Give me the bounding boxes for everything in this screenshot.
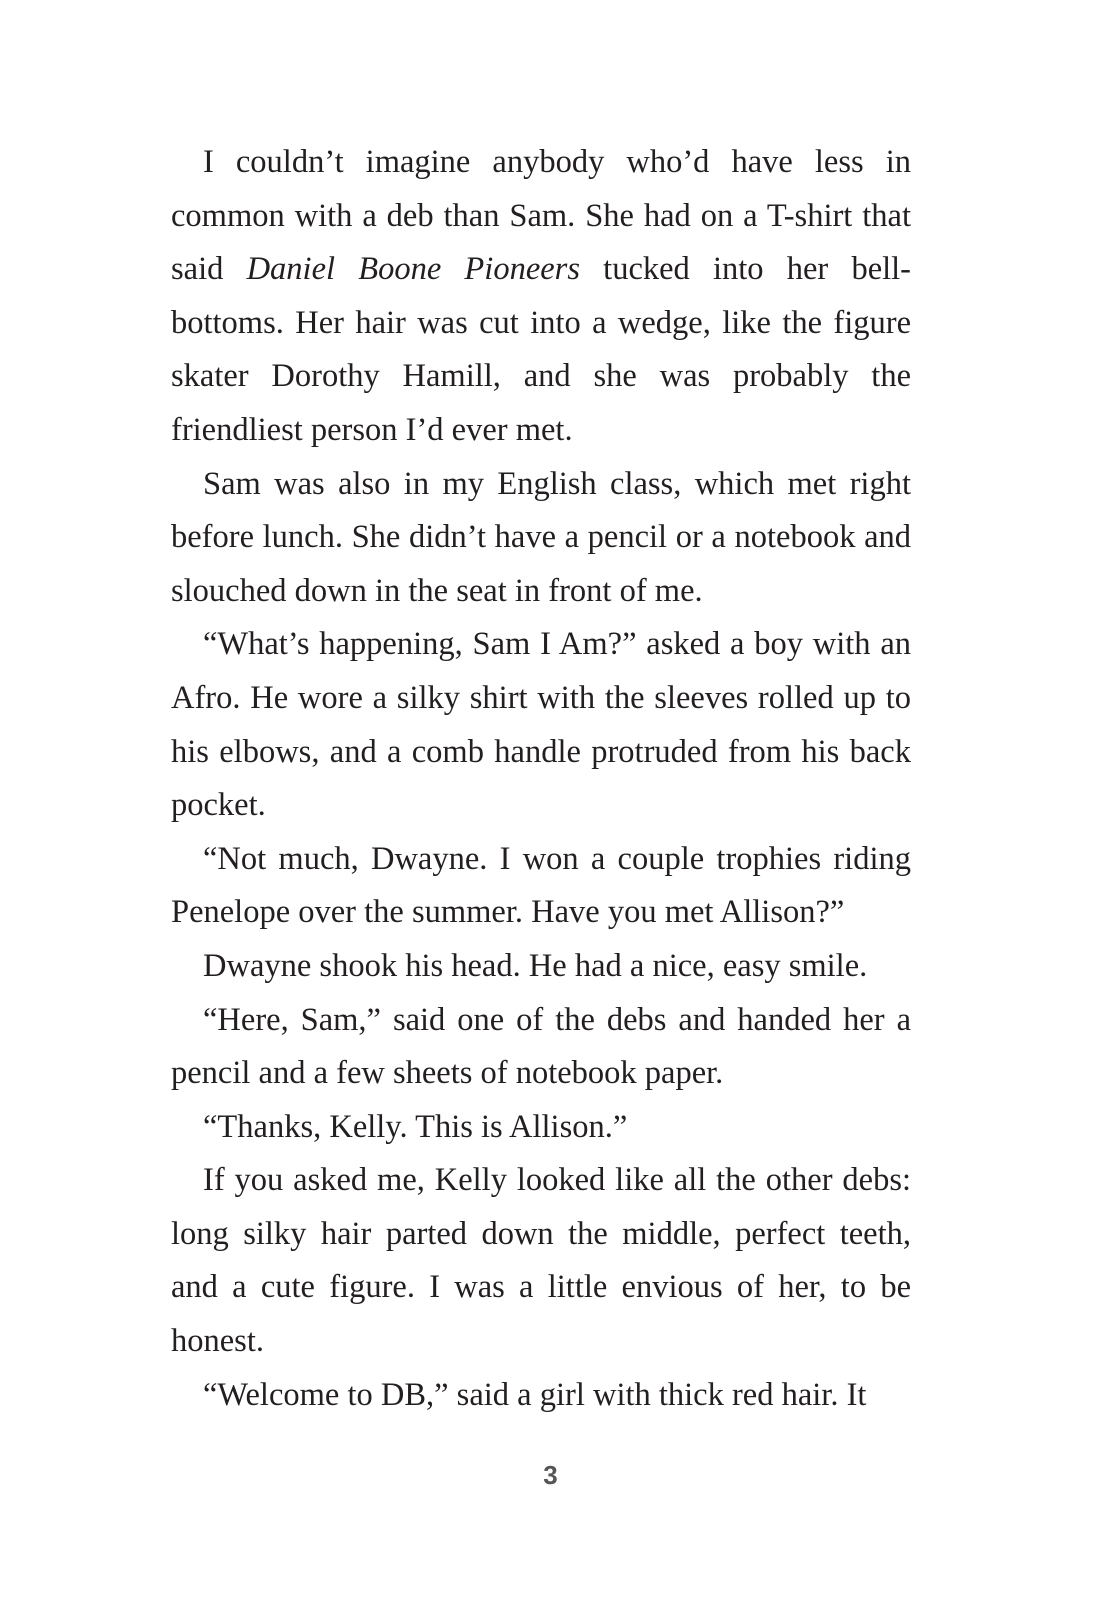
paragraph: “Welcome to DB,” said a girl with thick red hair. It — [203, 1376, 867, 1413]
paragraph: “Not much, Dwayne. I won a couple trophies riding Penelope over the summer. Have you met Allison?” — [171, 840, 911, 931]
italic-title: Daniel Boone Pioneers — [246, 251, 580, 288]
paragraph — [171, 136, 911, 458]
paragraph: Sam was also in my English class, which met right before lunch. She didn’t have a pencil or a notebook and slouched down in the seat in front of me. — [171, 465, 911, 609]
paragraph-text: tucked into her bell-bottoms. Her hair was cut into a wedge, like the figure skater Dorothy Hamill, and she was probably the friendliest person I’d ever met. — [171, 251, 911, 448]
body-text — [171, 136, 911, 1422]
paragraph: If you asked me, Kelly looked like all the other debs: long silky hair parted down the middle, perfect teeth, and a cute figure. I was a little envious of her, to be honest. — [171, 1162, 911, 1360]
paragraph: “Here, Sam,” said one of the debs and handed her a pencil and a few sheets of notebook paper. — [171, 1001, 911, 1092]
page-number: 3 — [543, 1460, 558, 1490]
paragraph: Dwayne shook his head. He had a nice, easy smile. — [203, 947, 868, 984]
paragraph-text: I couldn’t imagine anybody who’d have less in common with a deb than Sam. She had on a T-shirt that said — [171, 144, 911, 288]
paragraph: “What’s happening, Sam I Am?” asked a boy with an Afro. He wore a silky shirt with the sleeves rolled up to his elbows, and a comb handle protruded from his back pocket. — [171, 626, 911, 824]
paragraph: “Thanks, Kelly. This is Allison.” — [203, 1108, 628, 1145]
